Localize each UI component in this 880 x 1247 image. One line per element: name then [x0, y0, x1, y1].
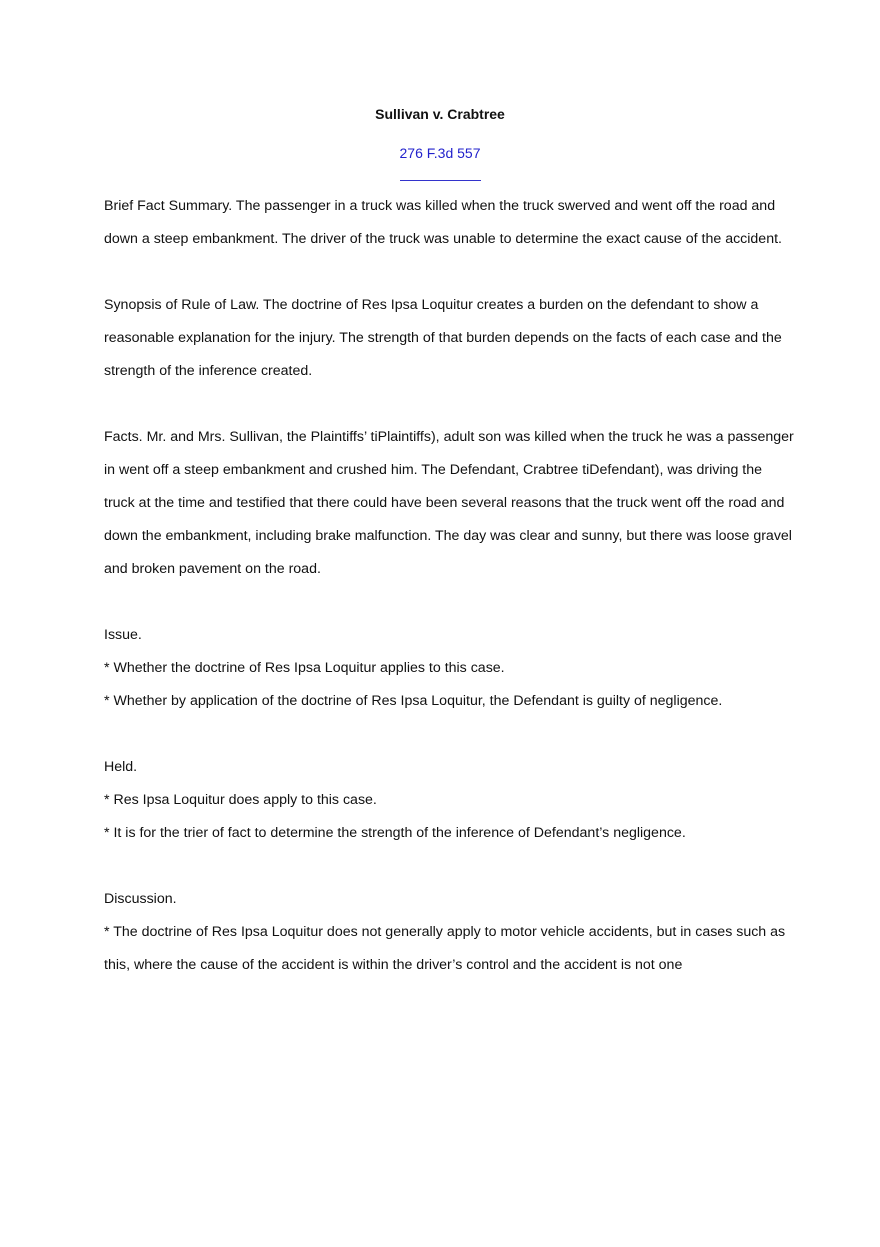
held-item: * Res Ipsa Loquitur does apply to this case.	[104, 792, 377, 808]
case-citation-link[interactable]: 276 F.3d 557	[399, 145, 481, 161]
citation-underline	[400, 180, 481, 181]
case-title: Sullivan v. Crabtree	[375, 106, 505, 122]
paragraph-gap	[104, 256, 794, 289]
held-heading: Held.	[104, 759, 138, 775]
issue-heading: Issue.	[104, 627, 142, 643]
held-item: * It is for the trier of fact to determine the strength of the inference of Defendant’s negligence.	[104, 825, 686, 841]
discussion-heading: Discussion.	[104, 891, 177, 907]
issue-item: * Whether the doctrine of Res Ipsa Loquitur applies to this case.	[104, 660, 505, 676]
paragraph-gap	[104, 586, 794, 619]
issue-item: * Whether by application of the doctrine of Res Ipsa Loquitur, the Defendant is guilty of negligence.	[104, 693, 723, 709]
paragraph-gap	[104, 388, 794, 421]
paragraph-gap	[104, 850, 794, 883]
synopsis-rule-of-law: Synopsis of Rule of Law. The doctrine of Res Ipsa Loquitur creates a burden on the defendant to show a reasonable explanation for the injury. The strength of that burden depends on the facts of each case and the strength of the inference created.	[104, 297, 782, 379]
document-body	[104, 190, 794, 982]
paragraph-gap	[104, 718, 794, 751]
discussion-item: * The doctrine of Res Ipsa Loquitur does not generally apply to motor vehicle accidents, but in cases such as this, where the cause of the accident is within the driver’s control and the accident is not one	[104, 924, 786, 973]
facts-paragraph: Facts. Mr. and Mrs. Sullivan, the Plaintiffs’ tiPlaintiffs), adult son was killed when the truck he was a passenger in went off a steep embankment and crushed him. The Defendant, Crabtree tiDefendant), was driving the truck at the time and testified that there could have been several reasons that the truck went off the road and down the embankment, including brake malfunction. The day was clear and sunny, but there was loose gravel and broken pavement on the road.	[104, 429, 794, 577]
brief-fact-summary: Brief Fact Summary. The passenger in a truck was killed when the truck swerved and went off the road and down a steep embankment. The driver of the truck was unable to determine the exact cause of the accident.	[104, 198, 782, 247]
